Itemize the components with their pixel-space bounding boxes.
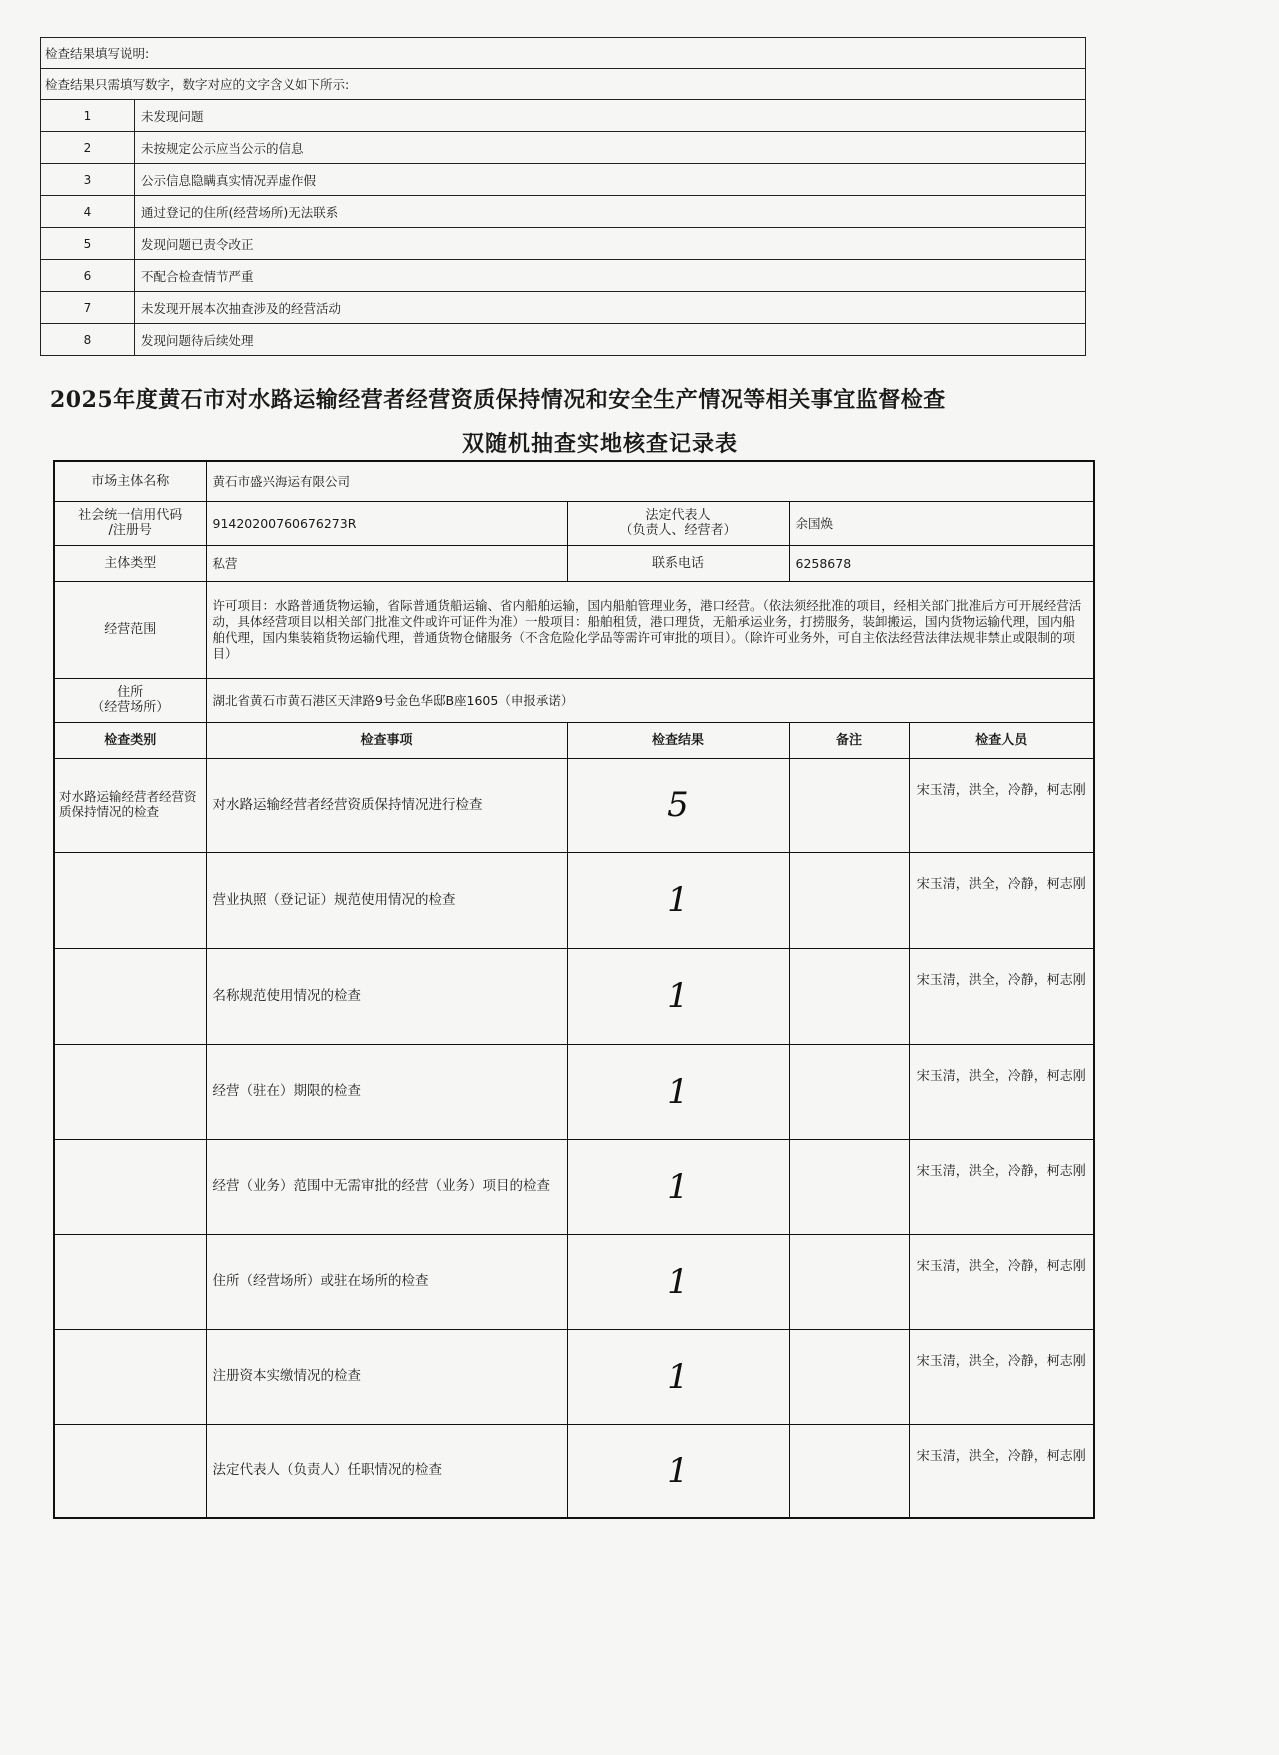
inspection-result: 1 (567, 1044, 789, 1139)
address-label-line2: （经营场所） (91, 700, 170, 715)
inspection-item: 法定代表人（负责人）任职情况的检查 (206, 1424, 567, 1518)
legend-row (41, 196, 1086, 228)
empty-category-cell (54, 1234, 206, 1329)
empty-category-cell (54, 1424, 206, 1518)
inspection-note (789, 1424, 909, 1518)
empty-category-cell (54, 948, 206, 1044)
table-row (54, 852, 1094, 948)
legal-rep: 余国焕 (789, 501, 1094, 545)
header-inspectors: 检查人员 (909, 722, 1094, 758)
inspection-note (789, 1139, 909, 1234)
business-scope: 许可项目：水路普通货物运输，省际普通货船运输、省内船舶运输，国内船舶管理业务，港口经营。（依法须经批准的项目，经相关部门批准后方可开展经营活动，具体经营项目以相关部门批准文件或许可证件为准）一般项目：船舶租赁，港口理货，无船承运业务，打捞服务，装卸搬运，国内货物运输代理，国内船舶代理，国内集装箱货物运输代理，普通货物仓储服务（不含危险化学品等需许可审批的项目）。（除许可业务外，可自主依法经营法律法规非禁止或限制的项目） (206, 581, 1094, 678)
entity-name: 黄石市盛兴海运有限公司 (206, 461, 1094, 501)
credit-code-label-line1: 社会统一信用代码 (78, 508, 183, 523)
legend-meaning: 发现问题待后续处理 (135, 324, 1086, 356)
inspection-note (789, 1234, 909, 1329)
inspection-item: 注册资本实缴情况的检查 (206, 1329, 567, 1424)
inspection-result: 1 (567, 948, 789, 1044)
inspection-result: 1 (567, 1139, 789, 1234)
legend-meaning: 通过登记的住所(经营场所)无法联系 (135, 196, 1086, 228)
legend-instruction: 检查结果只需填写数字，数字对应的文字含义如下所示: (41, 69, 1086, 100)
legend-meaning: 未按规定公示应当公示的信息 (135, 132, 1086, 164)
business-scope-label: 经营范围 (54, 581, 206, 678)
inspection-item: 经营（驻在）期限的检查 (206, 1044, 567, 1139)
legend-row (41, 228, 1086, 260)
address: 湖北省黄石市黄石港区天津路9号金色华邸B座1605（申报承诺） (206, 678, 1094, 722)
credit-code: 91420200760676273R (206, 501, 567, 545)
entity-type-label: 主体类型 (54, 545, 206, 581)
legend-row (41, 164, 1086, 196)
address-label-line1: 住所 (117, 685, 144, 700)
inspectors: 宋玉清，洪全，冷静，柯志刚 (909, 852, 1094, 948)
inspectors: 宋玉清，洪全，冷静，柯志刚 (909, 1044, 1094, 1139)
legend-code: 4 (41, 196, 135, 228)
inspection-note (789, 852, 909, 948)
inspection-item: 经营（业务）范围中无需审批的经营（业务）项目的检查 (206, 1139, 567, 1234)
legend-meaning: 发现问题已责令改正 (135, 228, 1086, 260)
inspection-note (789, 758, 909, 852)
phone: 6258678 (789, 545, 1094, 581)
header-note: 备注 (789, 722, 909, 758)
legend-row (41, 260, 1086, 292)
legal-rep-label-line2: （负责人、经营者） (619, 523, 737, 538)
inspectors: 宋玉清，洪全，冷静，柯志刚 (909, 758, 1094, 852)
inspection-record-table (53, 460, 1095, 1519)
empty-category-cell (54, 852, 206, 948)
credit-code-label-line2: /注册号 (108, 523, 152, 538)
empty-category-cell (54, 1044, 206, 1139)
inspection-result: 1 (567, 852, 789, 948)
legend-row (41, 100, 1086, 132)
inspection-note (789, 948, 909, 1044)
entity-name-label: 市场主体名称 (54, 461, 206, 501)
legal-rep-label-line1: 法定代表人 (645, 508, 711, 523)
result-code-legend (40, 37, 1086, 356)
legend-code: 2 (41, 132, 135, 164)
legend-code: 5 (41, 228, 135, 260)
legend-code: 3 (41, 164, 135, 196)
legend-code: 1 (41, 100, 135, 132)
header-category: 检查类别 (54, 722, 206, 758)
inspectors: 宋玉清，洪全，冷静，柯志刚 (909, 948, 1094, 1044)
address-label (54, 678, 206, 722)
inspection-note (789, 1329, 909, 1424)
inspection-result: 5 (567, 758, 789, 852)
legend-meaning: 公示信息隐瞒真实情况弄虚作假 (135, 164, 1086, 196)
legend-heading: 检查结果填写说明: (41, 38, 1086, 69)
document-title: 2025年度黄石市对水路运输经营者经营资质保持情况和安全生产情况等相关事宜监督检查 (50, 387, 946, 413)
entity-type: 私营 (206, 545, 567, 581)
phone-label: 联系电话 (567, 545, 789, 581)
legend-row (41, 324, 1086, 356)
inspection-result: 1 (567, 1234, 789, 1329)
inspection-item: 名称规范使用情况的检查 (206, 948, 567, 1044)
empty-category-cell (54, 1139, 206, 1234)
table-row (54, 1139, 1094, 1234)
inspection-note (789, 1044, 909, 1139)
legend-code: 8 (41, 324, 135, 356)
table-row (54, 1044, 1094, 1139)
header-item: 检查事项 (206, 722, 567, 758)
credit-code-label (54, 501, 206, 545)
inspection-category: 对水路运输经营者经营资质保持情况的检查 (54, 758, 206, 852)
legend-row (41, 292, 1086, 324)
header-result: 检查结果 (567, 722, 789, 758)
legend-code: 7 (41, 292, 135, 324)
document-subtitle: 双随机抽查实地核查记录表 (461, 431, 738, 457)
inspectors: 宋玉清，洪全，冷静，柯志刚 (909, 1234, 1094, 1329)
table-row (54, 1329, 1094, 1424)
inspectors: 宋玉清，洪全，冷静，柯志刚 (909, 1424, 1094, 1518)
inspectors: 宋玉清，洪全，冷静，柯志刚 (909, 1139, 1094, 1234)
table-row (54, 948, 1094, 1044)
legend-row (41, 132, 1086, 164)
legend-meaning: 未发现问题 (135, 100, 1086, 132)
legend-code: 6 (41, 260, 135, 292)
legend-meaning: 不配合检查情节严重 (135, 260, 1086, 292)
table-row (54, 758, 1094, 852)
inspection-result: 1 (567, 1424, 789, 1518)
inspection-item: 营业执照（登记证）规范使用情况的检查 (206, 852, 567, 948)
inspection-item: 对水路运输经营者经营资质保持情况进行检查 (206, 758, 567, 852)
legal-rep-label (567, 501, 789, 545)
table-row (54, 1234, 1094, 1329)
inspection-result: 1 (567, 1329, 789, 1424)
inspection-item: 住所（经营场所）或驻在场所的检查 (206, 1234, 567, 1329)
legend-meaning: 未发现开展本次抽查涉及的经营活动 (135, 292, 1086, 324)
inspectors: 宋玉清，洪全，冷静，柯志刚 (909, 1329, 1094, 1424)
empty-category-cell (54, 1329, 206, 1424)
table-row (54, 1424, 1094, 1518)
